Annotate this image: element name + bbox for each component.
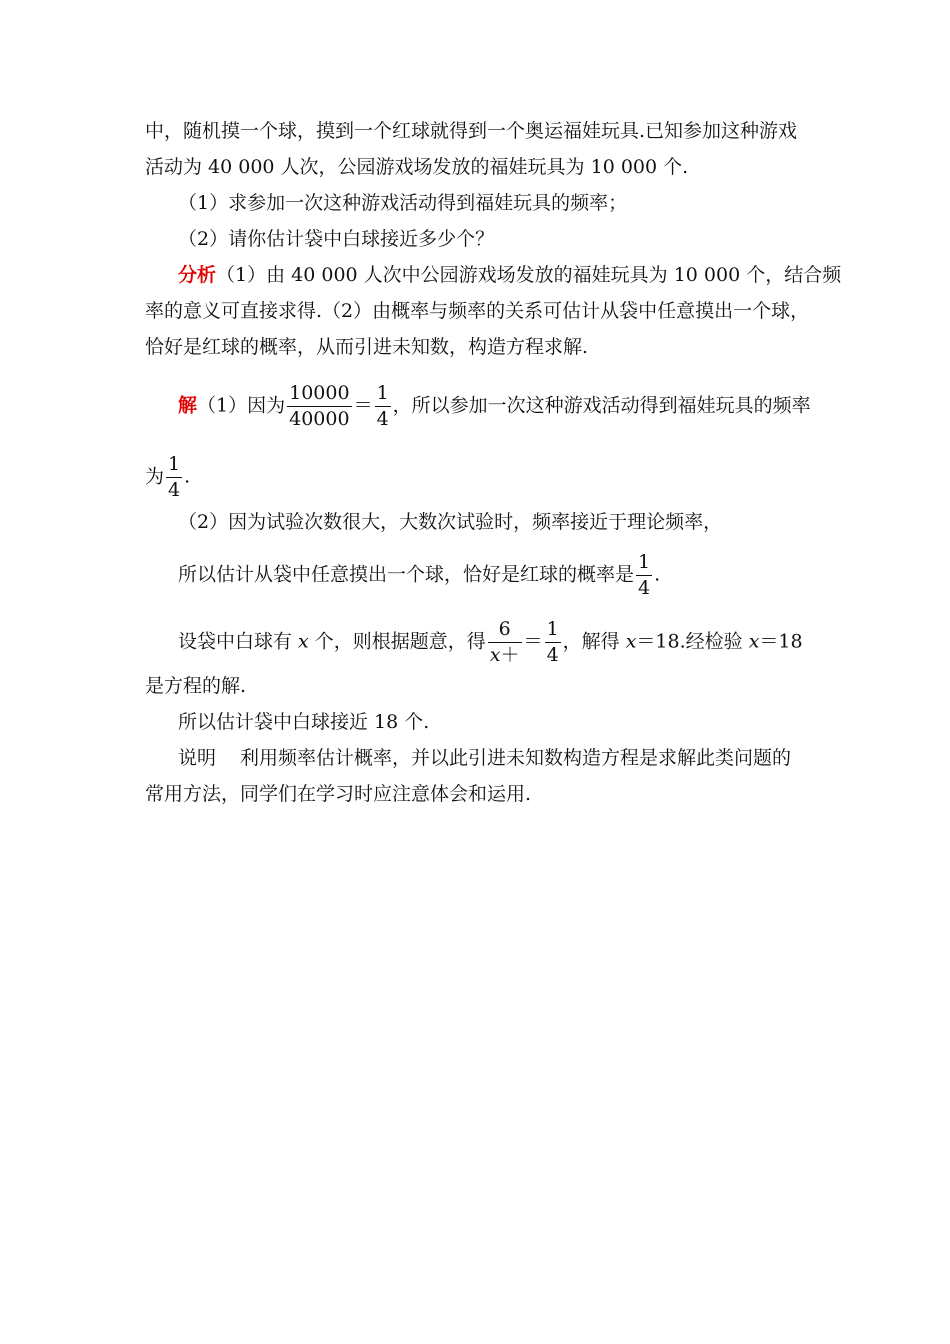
solution-part1-prefix: （1）因为 <box>197 394 286 417</box>
fraction-numerator: 1 <box>375 384 391 407</box>
solution-part1-continuation <box>145 455 190 500</box>
intro-line-2: 活动为 40 000 人次，公园游戏场发放的福娃玩具为 10 000 个. <box>145 156 689 178</box>
fraction-6-over-x-plus <box>488 620 522 665</box>
fraction-denominator: 4 <box>168 479 181 501</box>
fraction-numerator: 1 <box>636 553 652 576</box>
equation-line-2: 是方程的解. <box>145 675 247 697</box>
note-label: 说明 <box>178 747 217 769</box>
equation-result-value: ＝18.经检验 <box>636 630 749 653</box>
fraction-numerator: 10000 <box>287 384 351 407</box>
analysis-line-2: 率的意义可直接求得.（2）由概率与频率的关系可估计从袋中任意摸出一个球， <box>145 300 810 322</box>
fraction-denominator: 4 <box>546 644 559 666</box>
variable-x: x <box>625 630 637 653</box>
fraction-one-quarter <box>636 553 652 598</box>
note-line-2: 常用方法，同学们在学习时应注意体会和运用. <box>145 783 532 805</box>
analysis-text-1: （1）由 40 000 人次中公园游戏场发放的福娃玩具为 10 000 个，结合频 <box>216 264 842 286</box>
equals-sign: ＝ <box>353 394 373 417</box>
equation-result-text: ，解得 <box>562 630 626 653</box>
equation-result-value-2: ＝18 <box>759 630 803 653</box>
variable-x: x <box>489 644 501 666</box>
part2-line2-prefix: 所以估计从袋中任意摸出一个球，恰好是红球的概率是 <box>178 563 635 586</box>
fraction-denominator: 4 <box>376 408 389 430</box>
analysis-line-1 <box>178 263 841 287</box>
solution-label: 解 <box>178 394 198 417</box>
equation-prefix: 设袋中白球有 <box>178 630 299 653</box>
analysis-label: 分析 <box>178 264 217 286</box>
fraction-10000-40000 <box>287 384 351 429</box>
fraction-one-quarter <box>166 455 182 500</box>
question-1: （1）求参加一次这种游戏活动得到福娃玩具的频率； <box>178 192 628 214</box>
fraction-numerator: 1 <box>545 620 561 643</box>
question-2: （2）请你估计袋中白球接近多少个？ <box>178 228 495 250</box>
fraction-denominator: 4 <box>638 577 651 599</box>
solution-part2-line-1: （2）因为试验次数很大，大数次试验时，频率接近于理论频率， <box>178 511 723 533</box>
fraction-one-quarter <box>375 384 391 429</box>
fraction-denominator <box>488 643 522 665</box>
plus-sign: ＋ <box>500 644 520 666</box>
note-text-1: 利用频率估计概率，并以此引进未知数构造方程是求解此类问题的 <box>240 747 792 769</box>
continuation-prefix: 为 <box>145 465 165 488</box>
solution-part1-suffix: ，所以参加一次这种游戏活动得到福娃玩具的频率 <box>392 394 811 417</box>
variable-x: x <box>748 630 760 653</box>
fraction-denominator: 40000 <box>289 408 350 430</box>
analysis-line-3: 恰好是红球的概率，从而引进未知数，构造方程求解. <box>145 336 589 358</box>
solution-part2-line-2 <box>178 553 660 598</box>
fraction-numerator: 6 <box>488 620 522 643</box>
intro-line-1: 中，随机摸一个球，摸到一个红球就得到一个奥运福娃玩具.已知参加这种游戏 <box>145 120 798 142</box>
continuation-suffix: . <box>184 465 191 488</box>
part2-line2-suffix: . <box>654 563 661 586</box>
equals-sign: ＝ <box>523 630 543 653</box>
equation-line <box>178 620 803 665</box>
fraction-numerator: 1 <box>166 455 182 478</box>
equation-mid: 个，则根据题意，得 <box>308 630 486 653</box>
variable-x: x <box>298 630 309 653</box>
fraction-one-quarter <box>545 620 561 665</box>
note-line-1 <box>178 746 791 770</box>
solution-part1-line <box>178 384 811 429</box>
solution-conclusion: 所以估计袋中白球接近 18 个. <box>178 711 430 733</box>
